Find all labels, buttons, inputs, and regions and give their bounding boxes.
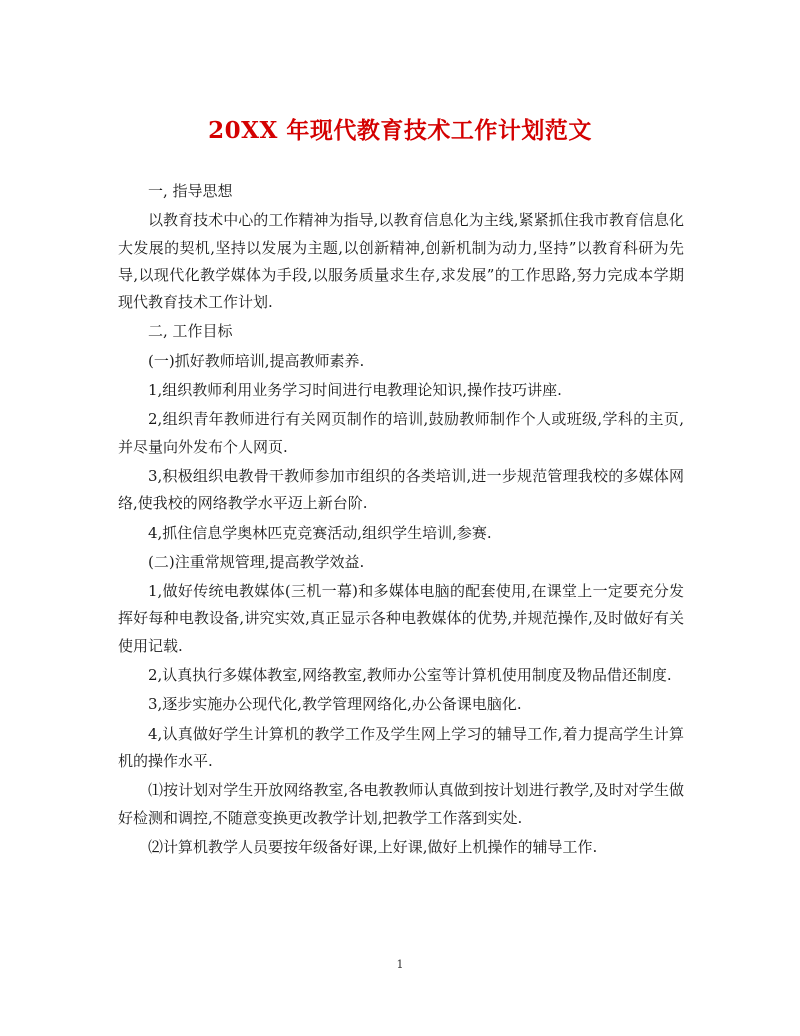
page-number: 1 — [396, 958, 404, 971]
subsection-heading: (一)抓好教师培训,提高教师素养. — [148, 351, 365, 370]
document-body — [118, 178, 684, 861]
list-item: ⑵计算机教学人员要按年级备好课,上好课,做好上机操作的辅导工作. — [148, 837, 598, 856]
list-item: ⑴按计划对学生开放网络教室,各电教教师认真做到按计划进行教学,及时对学生做好检测和调控,不随意变换更改教学计划,把教学工作落到实处. — [118, 781, 684, 827]
body-paragraph: 以教育技术中心的工作精神为指导,以教育信息化为主线,紧紧抓住我市教育信息化大发展的契机,坚持以发展为主题,以创新精神,创新机制为动力,坚持”以教育科研为先导,以现代化教学媒体为手段,以服务质量求生存,求发展”的工作思路,努力完成本学期现代教育技术工作计划. — [118, 211, 684, 312]
document-title: 20XX 年现代教育技术工作计划范文 — [208, 117, 592, 144]
section-heading: 一, 指导思想 — [148, 182, 233, 200]
list-item: 4,认真做好学生计算机的教学工作及学生网上学习的辅导工作,着力提高学生计算机的操作水平. — [118, 724, 684, 770]
list-item: 3,积极组织电教骨干教师参加市组织的各类培训,进一步规范管理我校的多媒体网络,使我校的网络教学水平迈上新台阶. — [118, 466, 684, 513]
list-item: 2,认真执行多媒体教室,网络教室,教师办公室等计算机使用制度及物品借还制度. — [148, 666, 672, 685]
list-item: 3,逐步实施办公现代化,教学管理网络化,办公备课电脑化. — [148, 695, 522, 714]
list-item: 2,组织青年教师进行有关网页制作的培训,鼓励教师制作个人或班级,学科的主页,并尽量向外发布个人网页. — [118, 410, 684, 456]
list-item: 1,组织教师利用业务学习时间进行电教理论知识,操作技巧讲座. — [148, 381, 562, 400]
subsection-heading: (二)注重常规管理,提高教学效益. — [148, 552, 365, 571]
list-item: 4,抓住信息学奥林匹克竞赛活动,组织学生培训,参赛. — [148, 523, 492, 542]
section-heading: 二, 工作目标 — [148, 322, 233, 341]
list-item: 1,做好传统电教媒体(三机一幕)和多媒体电脑的配套使用,在课堂上一定要充分发挥好每种电教设备,讲究实效,真正显示各种电教媒体的优势,并规范操作,及时做好有关使用记载. — [118, 582, 684, 655]
